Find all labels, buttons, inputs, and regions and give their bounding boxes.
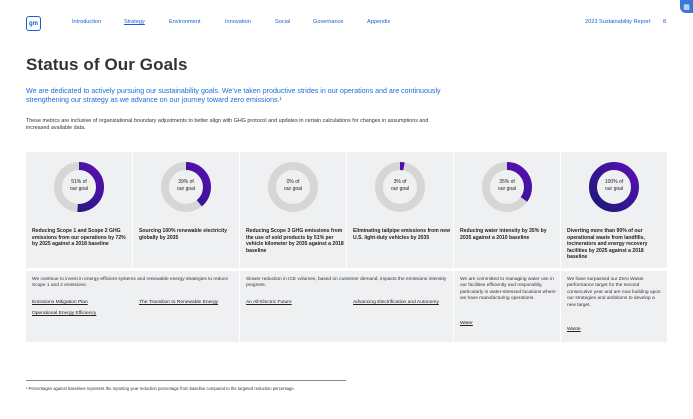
gm-logo[interactable]: gm [26,16,41,31]
nav-innovation[interactable]: Innovation [225,19,251,25]
link-operational-energy-efficiency[interactable]: Operational Energy Efficiency [32,311,97,316]
water-context-panel [454,271,560,342]
goals-grid [26,152,666,342]
emissions-context-panel [240,271,453,342]
nav-appendix[interactable]: Appendix [367,19,391,25]
energy-context-panel [26,271,239,342]
context-text: We are committed to managing water use in our facilities efficiently and responsibly, particularly in water-stressed locations where we have manufacturing operations. [460,277,556,302]
page-title: Status of Our Goals [26,55,188,74]
nav-introduction[interactable]: Introduction [72,19,102,25]
intro-paragraph: We are dedicated to actively pursuing our sustainability goals. We’ve taken productive strides in our operations and are continuously strengthening our strategy as we advance on our journey toward zero emissions.¹ [26,87,441,105]
nav-governance[interactable]: Governance [313,19,344,25]
goal-description: Sourcing 100% renewable electricity globally by 2035 [139,228,228,241]
context-text: Slower reduction in ICE volumes, based on customer demand, impacts the emissions intensity progress. [246,277,447,289]
link-advancing-electrification[interactable]: Advancing Electrification and Autonomy [353,300,439,305]
goal-card-top [26,152,132,268]
goal-description: Reducing Scope 3 GHG emissions from the use of sold products by 51% per vehicle kilometer by 2035 against a 2018 baseline [246,228,344,254]
goal-card-top [561,152,667,268]
goal-card-top [454,152,560,268]
goal-card-top [240,152,346,268]
link-water[interactable]: Water [460,321,473,326]
footnote: ¹ Percentages against baselines represent the reporting year reduction percentage from baseline compared to the targeted reduction percentage. [26,386,295,391]
goal-description: Eliminating tailpipe emissions from new U.S. light-duty vehicles by 2035 [353,228,451,241]
donut-label: 35% of our goal [497,179,517,192]
donut-label: 51% of our goal [69,179,89,192]
goal-description: Reducing water intensity by 35% by 2035 against a 2010 baseline [460,228,547,241]
donut-label: 0% of our goal [283,179,303,192]
nav-strategy[interactable]: Strategy [124,19,145,25]
nav-environment[interactable]: Environment [169,19,201,25]
top-navigation [0,0,693,44]
report-title: 2023 Sustainability Report [585,19,651,25]
goal-description: Diverting more than 90% of our operational waste from landfills, incinerators and energy recovery facilities by 2025 against a 2018 baseline [567,228,648,261]
link-waste[interactable]: Waste [567,327,581,332]
donut-label: 39% of our goal [176,179,196,192]
page-number: 8 [663,19,667,25]
nav-social[interactable]: Social [275,19,291,25]
context-text: We have surpassed our Zero Waste performance target for the second consecutive year and are now building upon our strategies and ambitions to develop a new target. [567,277,661,308]
methodology-note: These metrics are inclusive of organizational boundary adjustments to better align with GHG protocol and updates in certain calculations for changes in assumptions and increased available data. [26,118,429,131]
bookmark-icon[interactable]: ▦ [680,0,693,13]
context-text: We continue to invest in energy-efficient systems and renewable energy strategies to reduce Scope 1 and 2 emissions. [32,277,229,289]
donut-label: 100% of our goal [604,179,624,192]
waste-context-panel [561,271,667,342]
goal-card-top [133,152,239,268]
link-emissions-mitigation-plan[interactable]: Emissions Mitigation Plan [32,300,88,305]
footnote-divider [26,380,346,381]
goal-card-top [347,152,453,268]
link-transition-to-renewable-energy[interactable]: The Transition to Renewable Energy [139,300,219,305]
donut-label: 3% of our goal [390,179,410,192]
link-all-electric-future[interactable]: An All-Electric Future [246,300,292,305]
goal-description: Reducing Scope 1 and Scope 2 GHG emissions from our operations by 72% by 2025 against a 2018 baseline [32,228,126,248]
